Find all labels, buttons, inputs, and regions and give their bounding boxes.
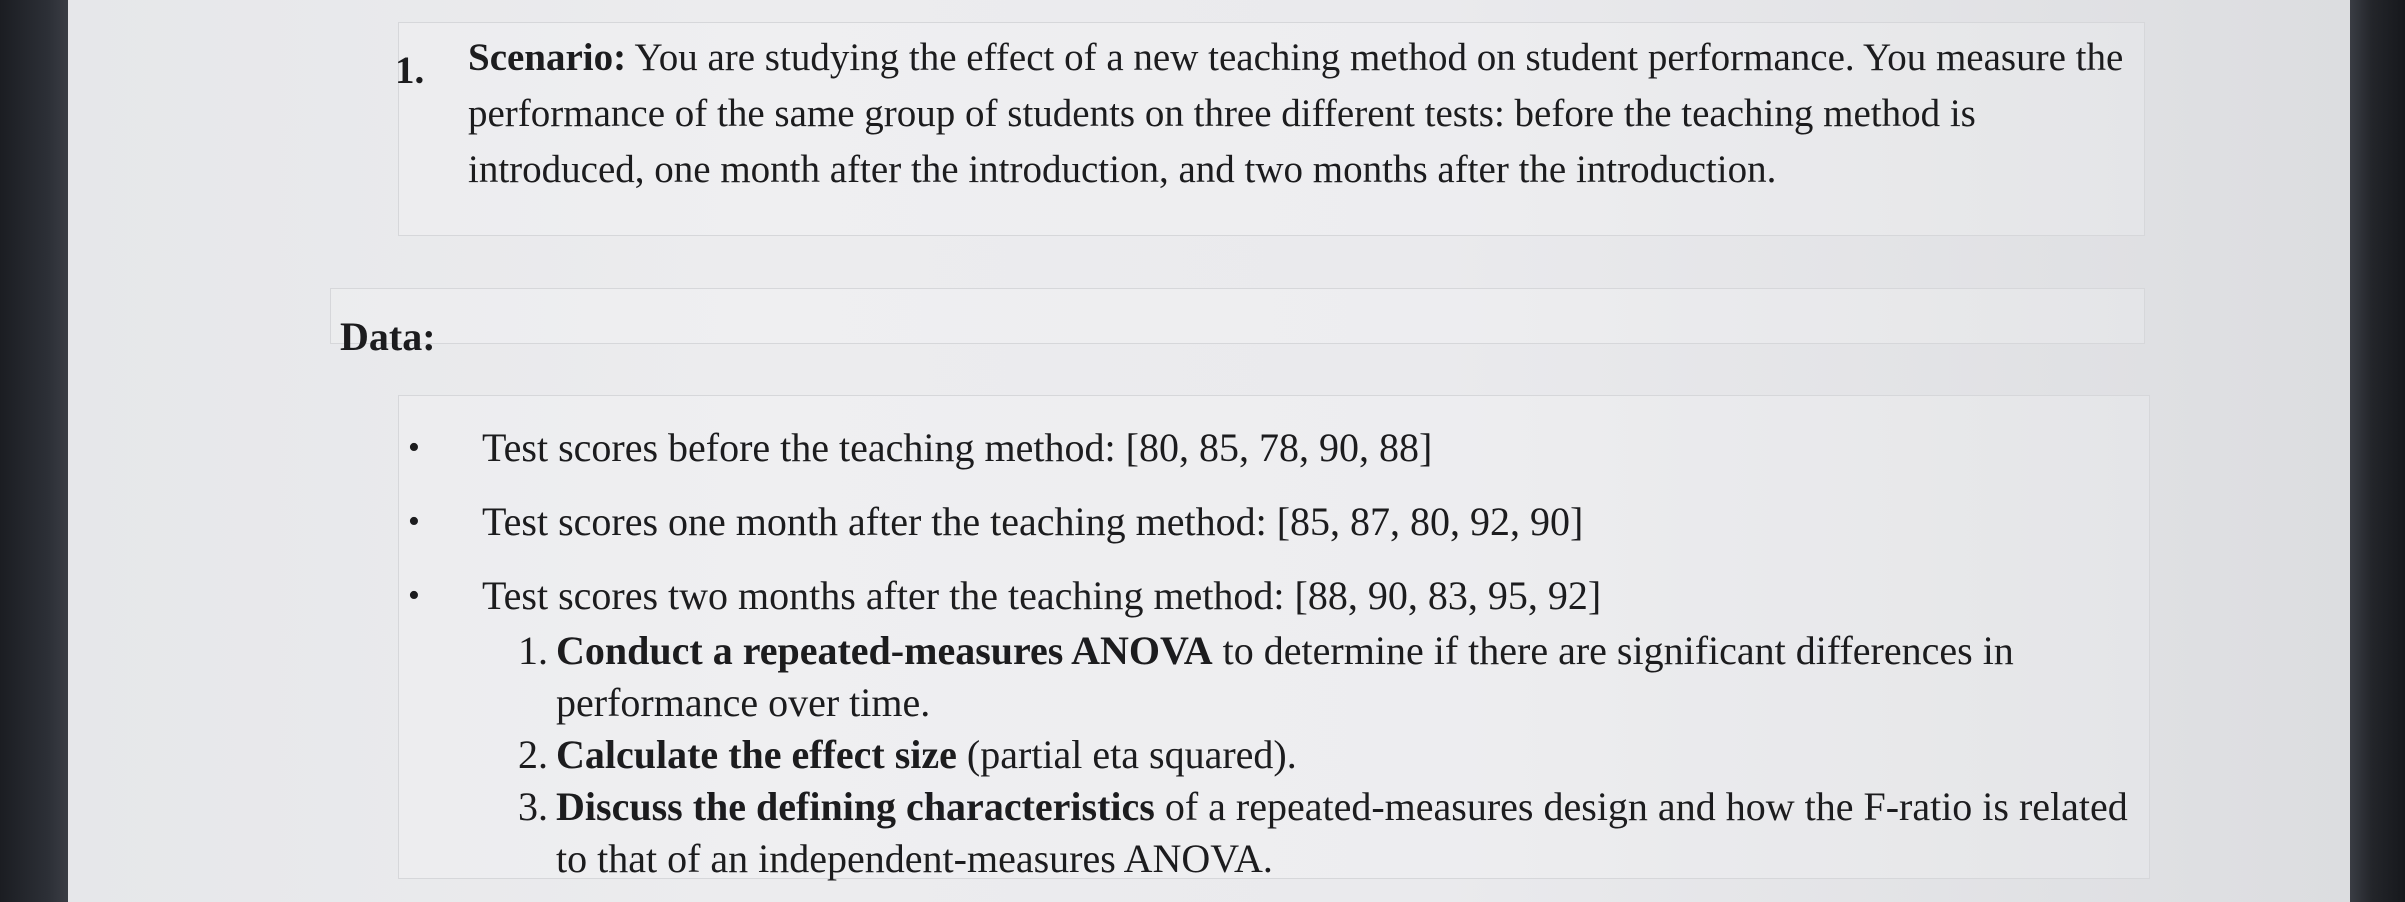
data-bullet-list [408, 420, 2108, 642]
bullet-icon: • [408, 503, 420, 540]
task-bold-text: Conduct a repeated-measures ANOVA [556, 628, 1213, 673]
task-list [408, 625, 2148, 885]
bullet-icon: • [408, 429, 420, 466]
document-page [68, 0, 2350, 902]
list-item [408, 420, 2108, 494]
scenario-label: Scenario: [468, 36, 627, 79]
task-item [408, 729, 2148, 781]
scenario-text: You are studying the effect of a new teaching method on student performance. You measure the performance of the same group of students on three different tests: before the teaching method is introduced, one month after the introduction, and two months after the introduction. [468, 36, 2124, 191]
bullet-text-before: Test scores before the teaching method: [80, 85, 78, 90, 88] [482, 425, 1433, 470]
task-text: to determine if there are significant differences in performance over time. [556, 628, 2014, 725]
task-number: 1. [518, 628, 548, 673]
task-bold-text: Discuss the defining characteristics [556, 784, 1155, 829]
task-text: (partial eta squared). [956, 732, 1297, 777]
task-bold-text: Calculate the effect size [556, 732, 957, 777]
task-number: 2. [518, 732, 548, 777]
task-text: of a repeated-measures design and how the F-ratio is related to that of an independent-measures ANOVA. [556, 784, 2128, 881]
data-heading-box [330, 288, 2145, 344]
monitor-bezel-right [2350, 0, 2405, 902]
task-item [408, 625, 2148, 729]
bullet-text-two-months: Test scores two months after the teaching method: [88, 90, 83, 95, 92] [482, 573, 1602, 618]
scenario-paragraph [468, 30, 2148, 198]
list-item [408, 494, 2108, 568]
bullet-icon: • [408, 577, 420, 614]
bullet-text-one-month: Test scores one month after the teaching method: [85, 87, 80, 92, 90] [482, 499, 1584, 544]
monitor-bezel-left [0, 0, 68, 902]
question-number: 1. [395, 49, 425, 92]
data-heading: Data: [340, 314, 436, 359]
task-item [408, 781, 2148, 885]
task-number: 3. [518, 784, 548, 829]
